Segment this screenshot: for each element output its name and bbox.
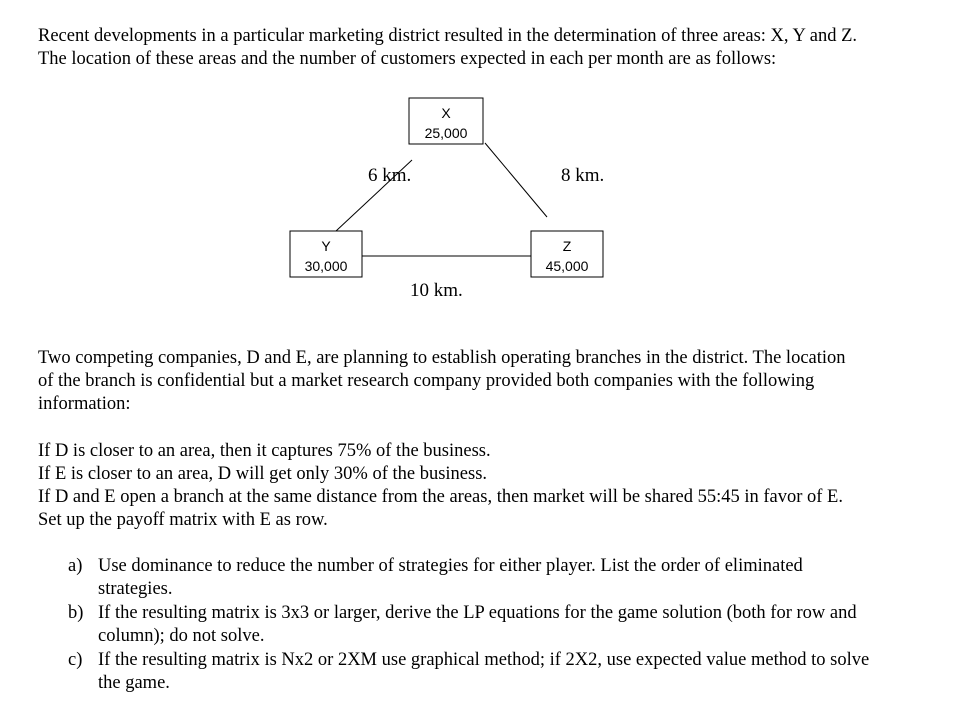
intro-line-2: The location of these areas and the number of customers expected in each per month are as follows:	[38, 49, 777, 69]
paragraph-2-line-3: information:	[38, 394, 131, 414]
question-c-line-1: If the resulting matrix is Nx2 or 2XM use graphical method; if 2X2, use expected value method to solve	[98, 650, 870, 670]
distance-x-y: 6 km.	[368, 165, 412, 186]
area-y-name: Y	[321, 238, 331, 254]
question-b	[60, 602, 940, 648]
area-z-customers: 45,000	[545, 258, 589, 274]
area-y-customers: 30,000	[304, 258, 348, 274]
distance-y-z: 10 km.	[410, 280, 463, 301]
question-a	[60, 555, 940, 601]
question-list	[60, 555, 940, 696]
question-a-line-2: strategies.	[98, 579, 173, 599]
question-c-line-2: the game.	[98, 673, 170, 693]
rule-line-2: If E is closer to an area, D will get only 30% of the business.	[38, 464, 488, 484]
distance-x-z: 8 km.	[561, 165, 605, 186]
intro-line-1: Recent developments in a particular marketing district resulted in the determination of three areas: X, Y and Z.	[38, 26, 858, 46]
question-c-marker: c)	[68, 650, 83, 670]
area-x-customers: 25,000	[424, 125, 468, 141]
question-a-line-1: Use dominance to reduce the number of strategies for either player. List the order of eliminated	[98, 556, 803, 576]
area-x-box	[409, 98, 483, 144]
paragraph-2-line-2: of the branch is confidential but a market research company provided both companies with the following	[38, 371, 815, 391]
paragraph-2-line-1: Two competing companies, D and E, are planning to establish operating branches in the district. The location	[38, 348, 846, 368]
area-z-name: Z	[562, 238, 572, 254]
area-y-box	[290, 231, 362, 277]
area-z-box	[531, 231, 603, 277]
rule-line-3: If D and E open a branch at the same distance from the areas, then market will be shared 55:45 in favor of E.	[38, 487, 843, 507]
rule-line-4: Set up the payoff matrix with E as row.	[38, 510, 328, 530]
line-x-z	[485, 143, 547, 217]
rule-line-1: If D is closer to an area, then it captures 75% of the business.	[38, 441, 491, 461]
question-c	[60, 649, 940, 695]
question-b-line-1: If the resulting matrix is 3x3 or larger, derive the LP equations for the game solution (both for row and	[98, 603, 857, 623]
question-b-marker: b)	[68, 603, 84, 623]
area-x-name: X	[441, 105, 451, 121]
question-a-marker: a)	[68, 556, 83, 576]
question-b-line-2: column); do not solve.	[98, 626, 265, 646]
